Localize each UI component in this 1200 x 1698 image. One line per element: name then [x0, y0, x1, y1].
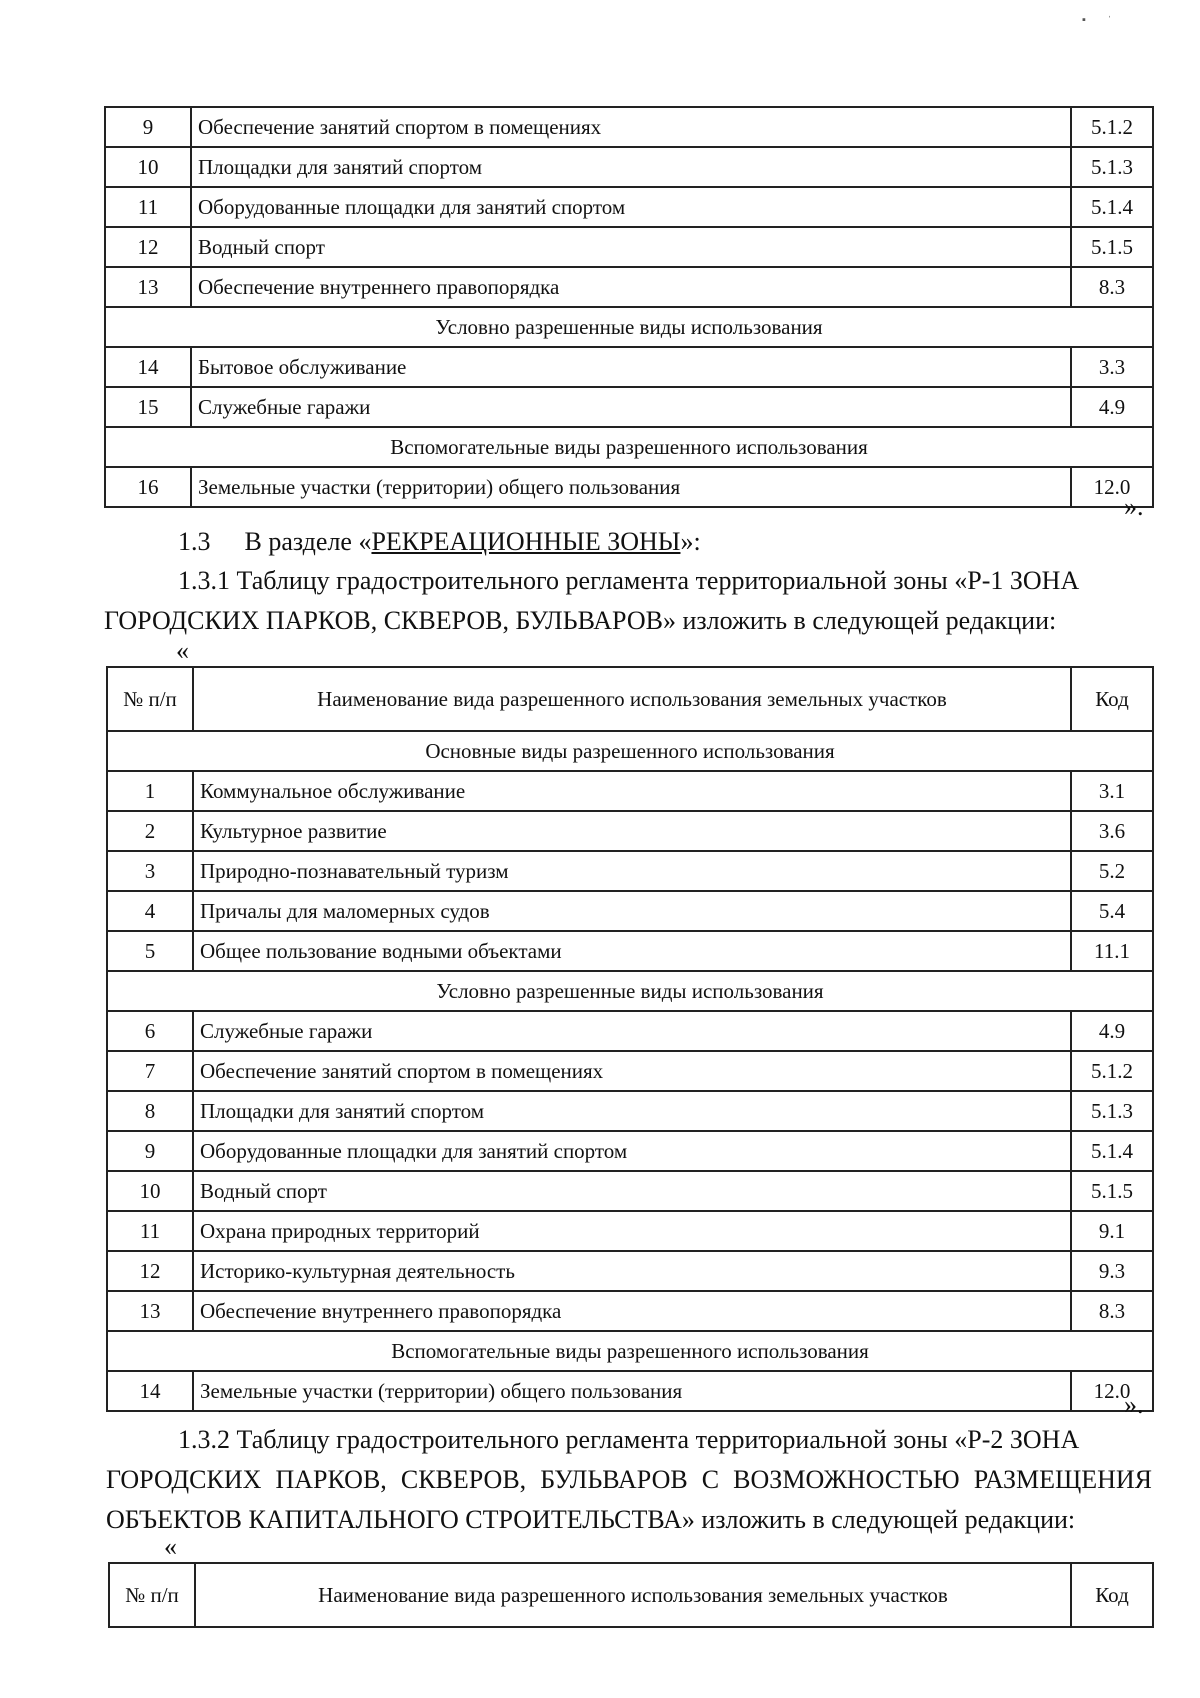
row-name: Обеспечение внутреннего правопорядка	[191, 267, 1071, 307]
table-row	[107, 771, 1153, 811]
row-code: 11.1	[1071, 931, 1153, 971]
header-code: Код	[1071, 667, 1153, 731]
section-title: Условно разрешенные виды использования	[105, 307, 1153, 347]
row-number: 15	[105, 387, 191, 427]
table-row	[105, 107, 1153, 147]
paragraph-1-3	[178, 522, 701, 562]
row-number: 9	[105, 107, 191, 147]
row-name: Служебные гаражи	[191, 387, 1071, 427]
row-number: 13	[107, 1291, 193, 1331]
header-name: Наименование вида разрешенного использования земельных участков	[193, 667, 1071, 731]
row-name: Общее пользование водными объектами	[193, 931, 1071, 971]
header-number: № п/п	[107, 667, 193, 731]
table-row	[105, 347, 1153, 387]
table-row	[107, 1171, 1153, 1211]
table-row	[107, 1211, 1153, 1251]
row-name: Площадки для занятий спортом	[193, 1091, 1071, 1131]
paragraph-1-3-2-line2: ГОРОДСКИХ ПАРКОВ, СКВЕРОВ, БУЛЬВАРОВ С ВОЗМОЖНОСТЬЮ РАЗМЕЩЕНИЯ	[106, 1465, 1152, 1494]
table-row	[107, 851, 1153, 891]
row-code: 4.9	[1071, 1011, 1153, 1051]
row-number: 12	[107, 1251, 193, 1291]
row-number: 11	[107, 1211, 193, 1251]
table-row	[107, 1291, 1153, 1331]
paragraph-1-3-number: 1.3	[178, 527, 211, 556]
table-row	[105, 467, 1153, 507]
table-r1-regulations	[106, 666, 1154, 1412]
row-name: Обеспечение внутреннего правопорядка	[193, 1291, 1071, 1331]
row-name: Обеспечение занятий спортом в помещениях	[193, 1051, 1071, 1091]
paragraph-1-3-2-line3: ОБЪЕКТОВ КАПИТАЛЬНОГО СТРОИТЕЛЬСТВА» изложить в следующей редакции:	[106, 1505, 1076, 1534]
close-quote-2: ».	[1124, 1390, 1144, 1419]
row-number: 12	[105, 227, 191, 267]
row-code: 5.1.3	[1071, 147, 1153, 187]
table-top-continuation	[104, 106, 1154, 508]
row-number: 4	[107, 891, 193, 931]
section-title: Основные виды разрешенного использования	[107, 731, 1153, 771]
header-code: Код	[1071, 1563, 1153, 1627]
row-name: Площадки для занятий спортом	[191, 147, 1071, 187]
row-name: Обеспечение занятий спортом в помещениях	[191, 107, 1071, 147]
section-title: Условно разрешенные виды использования	[107, 971, 1153, 1011]
table-r2-body	[109, 1563, 1153, 1627]
table-r1-header-row	[107, 667, 1153, 731]
row-number: 10	[105, 147, 191, 187]
paragraph-1-3-1-line2: ГОРОДСКИХ ПАРКОВ, СКВЕРОВ, БУЛЬВАРОВ» изложить в следующей редакции:	[104, 606, 1057, 635]
paragraph-1-3-1-line1: 1.3.1 Таблицу градостроительного регламента территориальной зоны «Р-1 ЗОНА	[178, 566, 1080, 595]
table-row	[105, 227, 1153, 267]
row-number: 16	[105, 467, 191, 507]
row-code: 5.1.5	[1071, 1171, 1153, 1211]
row-number: 2	[107, 811, 193, 851]
row-name: Природно-познавательный туризм	[193, 851, 1071, 891]
paragraph-1-3-1	[104, 561, 1152, 641]
row-name: Земельные участки (территории) общего пользования	[191, 467, 1071, 507]
table-row	[107, 931, 1153, 971]
section-row	[105, 427, 1153, 467]
row-code: 5.1.2	[1071, 107, 1153, 147]
section-row	[107, 971, 1153, 1011]
header-name: Наименование вида разрешенного использования земельных участков	[195, 1563, 1071, 1627]
table-row	[107, 1251, 1153, 1291]
section-row	[107, 1331, 1153, 1371]
row-code: 12.0	[1071, 467, 1153, 507]
row-code: 5.2	[1071, 851, 1153, 891]
section-title: Вспомогательные виды разрешенного использования	[107, 1331, 1153, 1371]
row-name: Бытовое обслуживание	[191, 347, 1071, 387]
paragraph-1-3-suffix: »:	[680, 527, 701, 556]
row-number: 8	[107, 1091, 193, 1131]
open-quote-1: «	[176, 636, 189, 665]
row-code: 9.3	[1071, 1251, 1153, 1291]
row-number: 14	[105, 347, 191, 387]
row-code: 8.3	[1071, 1291, 1153, 1331]
row-code: 5.1.3	[1071, 1091, 1153, 1131]
table-row	[105, 387, 1153, 427]
scan-marks: ▪ ˈ	[1082, 14, 1112, 26]
paragraph-1-3-2-line1: 1.3.2 Таблицу градостроительного регламента территориальной зоны «Р-2 ЗОНА	[178, 1425, 1080, 1454]
row-name: Оборудованные площадки для занятий спортом	[191, 187, 1071, 227]
row-code: 4.9	[1071, 387, 1153, 427]
row-code: 5.1.2	[1071, 1051, 1153, 1091]
row-name: Причалы для маломерных судов	[193, 891, 1071, 931]
table-row	[107, 1091, 1153, 1131]
section-title: Вспомогательные виды разрешенного использования	[105, 427, 1153, 467]
table-row	[105, 147, 1153, 187]
row-name: Земельные участки (территории) общего пользования	[193, 1371, 1071, 1411]
section-row	[107, 731, 1153, 771]
row-code: 9.1	[1071, 1211, 1153, 1251]
row-number: 6	[107, 1011, 193, 1051]
table-row	[107, 811, 1153, 851]
open-quote-2: «	[164, 1532, 177, 1561]
row-number: 13	[105, 267, 191, 307]
row-number: 5	[107, 931, 193, 971]
row-name: Культурное развитие	[193, 811, 1071, 851]
paragraph-1-3-prefix: В разделе «	[244, 527, 372, 556]
row-code: 5.4	[1071, 891, 1153, 931]
row-number: 9	[107, 1131, 193, 1171]
row-number: 3	[107, 851, 193, 891]
table-r2-header-row	[109, 1563, 1153, 1627]
row-code: 3.6	[1071, 811, 1153, 851]
row-number: 1	[107, 771, 193, 811]
row-name: Коммунальное обслуживание	[193, 771, 1071, 811]
table-row	[107, 1371, 1153, 1411]
row-code: 8.3	[1071, 267, 1153, 307]
row-number: 7	[107, 1051, 193, 1091]
header-number: № п/п	[109, 1563, 195, 1627]
row-name: Водный спорт	[191, 227, 1071, 267]
row-number: 14	[107, 1371, 193, 1411]
table-row	[107, 1051, 1153, 1091]
table-row	[107, 1011, 1153, 1051]
table-r2-regulations	[108, 1562, 1154, 1628]
row-name: Служебные гаражи	[193, 1011, 1071, 1051]
table-row	[105, 187, 1153, 227]
row-code: 5.1.4	[1071, 1131, 1153, 1171]
table-row	[105, 267, 1153, 307]
row-name: Охрана природных территорий	[193, 1211, 1071, 1251]
row-code: 3.1	[1071, 771, 1153, 811]
row-code: 3.3	[1071, 347, 1153, 387]
row-name: Водный спорт	[193, 1171, 1071, 1211]
row-number: 11	[105, 187, 191, 227]
row-number: 10	[107, 1171, 193, 1211]
table-row	[107, 891, 1153, 931]
row-name: Историко-культурная деятельность	[193, 1251, 1071, 1291]
row-code: 5.1.5	[1071, 227, 1153, 267]
row-code: 5.1.4	[1071, 187, 1153, 227]
close-quote-1: ».	[1124, 492, 1144, 521]
table-top-body	[105, 107, 1153, 507]
section-link-recreation-zones: РЕКРЕАЦИОННЫЕ ЗОНЫ	[371, 527, 681, 556]
table-row	[107, 1131, 1153, 1171]
section-row	[105, 307, 1153, 347]
paragraph-1-3-2	[106, 1420, 1152, 1540]
row-code: 12.0	[1071, 1371, 1153, 1411]
row-name: Оборудованные площадки для занятий спортом	[193, 1131, 1071, 1171]
table-r1-body	[107, 667, 1153, 1411]
